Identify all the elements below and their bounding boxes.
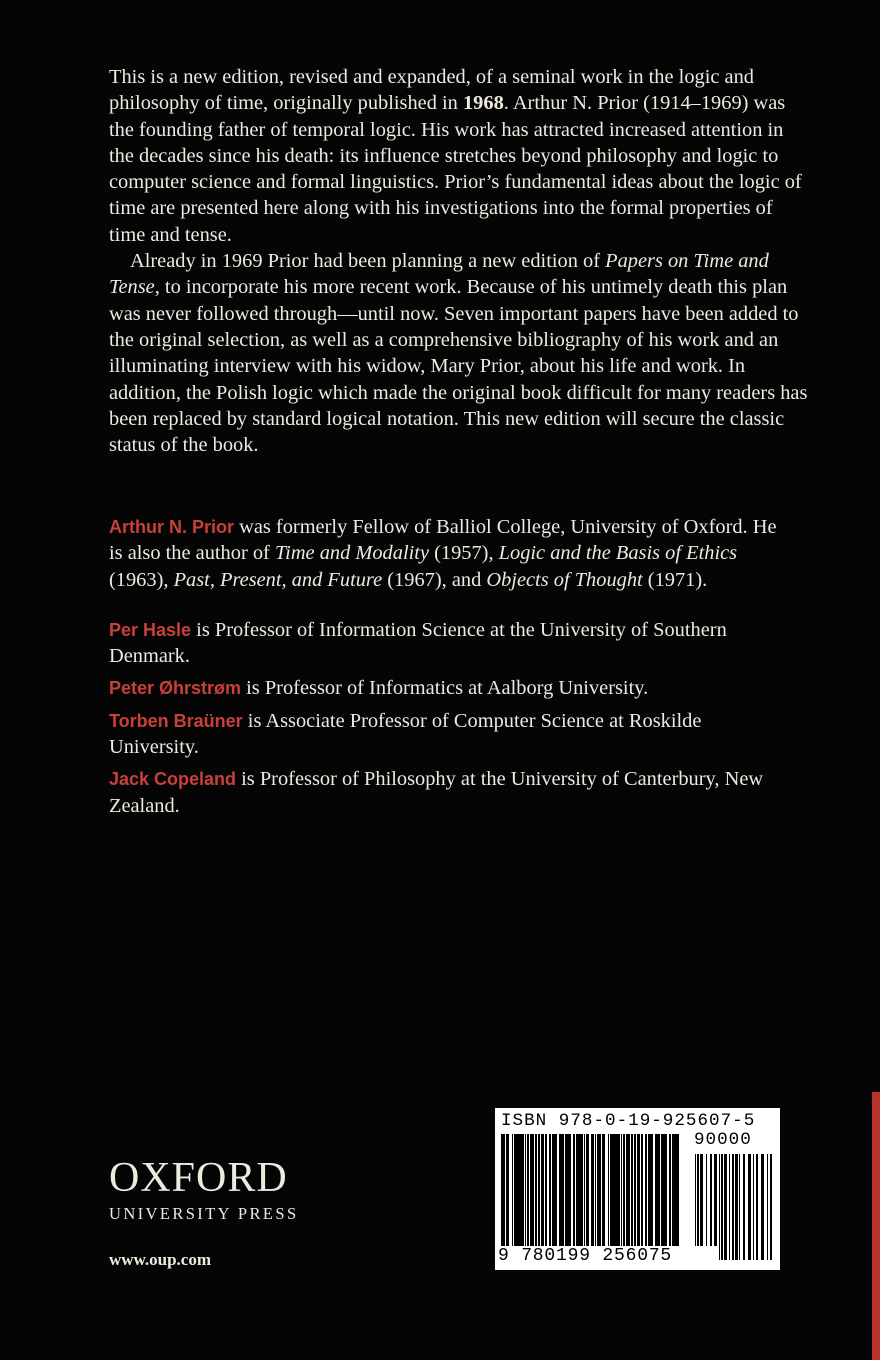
barcode-bar xyxy=(591,1134,594,1260)
barcode-bar xyxy=(559,1134,560,1248)
barcode-bar xyxy=(560,1134,562,1260)
barcode-bar xyxy=(641,1134,642,1248)
barcode-bar xyxy=(525,1134,526,1248)
barcode-bar xyxy=(587,1134,589,1260)
author-name: Peter Øhrstrøm xyxy=(109,678,242,699)
book-description xyxy=(109,64,809,458)
barcode-bar xyxy=(714,1154,717,1260)
barcode-bar xyxy=(597,1134,599,1260)
barcode-bar xyxy=(695,1154,696,1260)
publisher-logo xyxy=(109,1156,339,1224)
barcode-bar xyxy=(538,1134,540,1260)
barcode-bar xyxy=(658,1134,660,1248)
barcode-bar xyxy=(748,1154,751,1260)
author-name: Jack Copeland xyxy=(109,769,237,790)
barcode-bar xyxy=(661,1134,664,1260)
barcode-bar xyxy=(669,1134,671,1260)
barcode-bar xyxy=(599,1134,601,1248)
isbn-barcode xyxy=(495,1108,780,1270)
barcode-bar xyxy=(700,1154,703,1260)
description-paragraph-1 xyxy=(109,64,809,248)
barcode-bar xyxy=(613,1134,616,1260)
barcode-bar xyxy=(652,1134,653,1260)
barcode-bar xyxy=(732,1154,734,1260)
barcode-bar xyxy=(608,1134,609,1260)
barcode-bar xyxy=(623,1134,625,1260)
barcode-bar xyxy=(721,1154,723,1260)
book-title: Time and Modality xyxy=(274,542,429,565)
barcode-bar xyxy=(545,1134,546,1248)
description-text: , to incorporate his more recent work. Because of his untimely death this plan was never followed through—until now. Seven important papers have been added to the original selection, as well as a comprehensive bibliography of his work and an illuminating interview with his widow, Mary Prior, about his life and work. In addition, the Polish logic which made the original book difficult for many readers has been replaced by standard logical notation. This new edition will secure the classic status of the book. xyxy=(109,276,808,457)
bio-text: (1967), and xyxy=(382,568,487,591)
barcode-bar xyxy=(735,1154,738,1260)
spine-accent-strip xyxy=(872,1092,880,1360)
author-name: Per Hasle xyxy=(109,619,192,640)
author-bio-copeland xyxy=(109,766,789,819)
barcode-bar xyxy=(632,1134,633,1260)
barcode-bar xyxy=(565,1134,568,1260)
barcode-bar xyxy=(501,1134,503,1260)
author-bio-prior xyxy=(109,514,789,593)
barcode-bar xyxy=(729,1154,730,1260)
author-name: Torben Braüner xyxy=(109,710,243,731)
author-bio-hasle xyxy=(109,617,789,670)
barcode-bar xyxy=(631,1134,632,1248)
publisher-subtitle: UNIVERSITY PRESS xyxy=(109,1204,299,1223)
author-bio-brauner xyxy=(109,708,789,761)
barcode-bar xyxy=(739,1154,740,1260)
barcode-bar xyxy=(610,1134,612,1260)
barcode-bar xyxy=(634,1134,636,1260)
barcode-bar xyxy=(573,1134,575,1260)
barcode-bar xyxy=(546,1134,547,1260)
ean-number: 9 780199 256075 xyxy=(498,1246,718,1266)
barcode-bar xyxy=(570,1134,571,1260)
barcode-bar xyxy=(672,1134,674,1248)
barcode-bar xyxy=(512,1134,513,1260)
barcode-bar xyxy=(756,1154,758,1260)
bio-text: (1971). xyxy=(642,568,708,591)
bio-text: was formerly Fellow of Balliol College, University of Oxford. He is also the author of xyxy=(109,516,777,565)
barcode-bar xyxy=(503,1134,505,1248)
barcode-bar xyxy=(523,1134,524,1260)
barcode-bar xyxy=(770,1154,772,1260)
publisher-name: OXFORD xyxy=(109,1155,288,1201)
book-title: Papers on Time and Tense xyxy=(109,250,769,299)
barcode-bar xyxy=(710,1154,712,1260)
barcode-bar xyxy=(666,1134,667,1260)
barcode-bar xyxy=(724,1154,727,1260)
barcode-bar xyxy=(674,1134,677,1260)
barcode-bar xyxy=(655,1134,656,1248)
description-paragraph-2 xyxy=(109,248,809,458)
barcode-bar xyxy=(535,1134,536,1248)
barcode-bar xyxy=(578,1134,581,1260)
description-text: Already in 1969 Prior had been planning a new edition of xyxy=(130,250,606,273)
bio-text: is Professor of Information Science at the University of Southern Denmark. xyxy=(109,618,727,668)
barcode-bar xyxy=(506,1134,509,1260)
bio-text: is Professor of Philosophy at the University of Canterbury, New Zealand. xyxy=(109,768,764,817)
author-bio-ohrstrom xyxy=(109,675,789,701)
barcode-bar xyxy=(619,1134,620,1260)
barcode-bar xyxy=(645,1134,647,1260)
barcode-bar xyxy=(527,1134,529,1260)
barcode-bar xyxy=(584,1134,585,1260)
barcode-bar xyxy=(761,1154,764,1260)
barcode-bar xyxy=(520,1134,523,1248)
book-title: Objects of Thought xyxy=(486,568,643,591)
barcode-bar xyxy=(517,1134,520,1260)
publisher-website: www.oup.com xyxy=(109,1250,212,1269)
barcode-bar xyxy=(743,1154,745,1260)
description-text: . Arthur N. Prior (1914–1969) was the founding father of temporal logic. His work has attracted increased attention in the decades since his death: its influence stretches beyond philosophy and logic to computer science and formal linguistics. Prior’s fundamental ideas about the logic of time are presented here along with his investigations into the formal properties of time and tense. xyxy=(109,92,802,246)
bio-text: is Associate Professor of Computer Science at Roskilde University. xyxy=(109,709,702,759)
barcode-bar xyxy=(621,1134,622,1248)
barcode-bar xyxy=(536,1134,537,1260)
bio-text: (1963), xyxy=(109,568,174,591)
book-title: Past, Present, and Future xyxy=(173,568,383,591)
barcode-bar xyxy=(531,1134,534,1260)
author-name: Arthur N. Prior xyxy=(109,517,235,537)
barcode-bar xyxy=(627,1134,630,1260)
barcode-bar xyxy=(562,1134,564,1248)
barcode-bar xyxy=(656,1134,658,1260)
barcode-bar xyxy=(576,1134,578,1248)
barcode-bar xyxy=(541,1134,544,1260)
barcode-bar xyxy=(753,1154,754,1260)
barcode-bar xyxy=(648,1134,651,1260)
barcode-bar xyxy=(616,1134,619,1248)
author-bios xyxy=(109,514,789,819)
bio-text: (1957), xyxy=(429,542,499,565)
barcode-bar xyxy=(642,1134,643,1260)
isbn-label: ISBN 978-0-19-925607-5 xyxy=(501,1111,756,1131)
barcode-bar xyxy=(706,1154,707,1260)
price-addon-code: 90000 xyxy=(694,1130,752,1150)
barcode-bar xyxy=(602,1134,605,1260)
book-title: Logic and the Basis of Ethics xyxy=(498,542,738,565)
bio-text: is Professor of Informatics at Aalborg University. xyxy=(241,677,649,700)
publication-year: 1968 xyxy=(462,92,504,115)
barcode-bar xyxy=(552,1134,555,1260)
barcode-bar xyxy=(719,1154,720,1260)
barcode-bar xyxy=(697,1154,699,1260)
barcode-bar xyxy=(767,1154,768,1260)
barcode-bar xyxy=(637,1134,640,1260)
barcode-bar xyxy=(595,1134,596,1260)
barcode-bar xyxy=(514,1134,516,1260)
description-text: This is a new edition, revised and expanded, of a seminal work in the logic and philosophy of time, originally published in xyxy=(109,66,754,115)
barcode-bar xyxy=(556,1134,557,1260)
barcode-bar xyxy=(549,1134,551,1260)
